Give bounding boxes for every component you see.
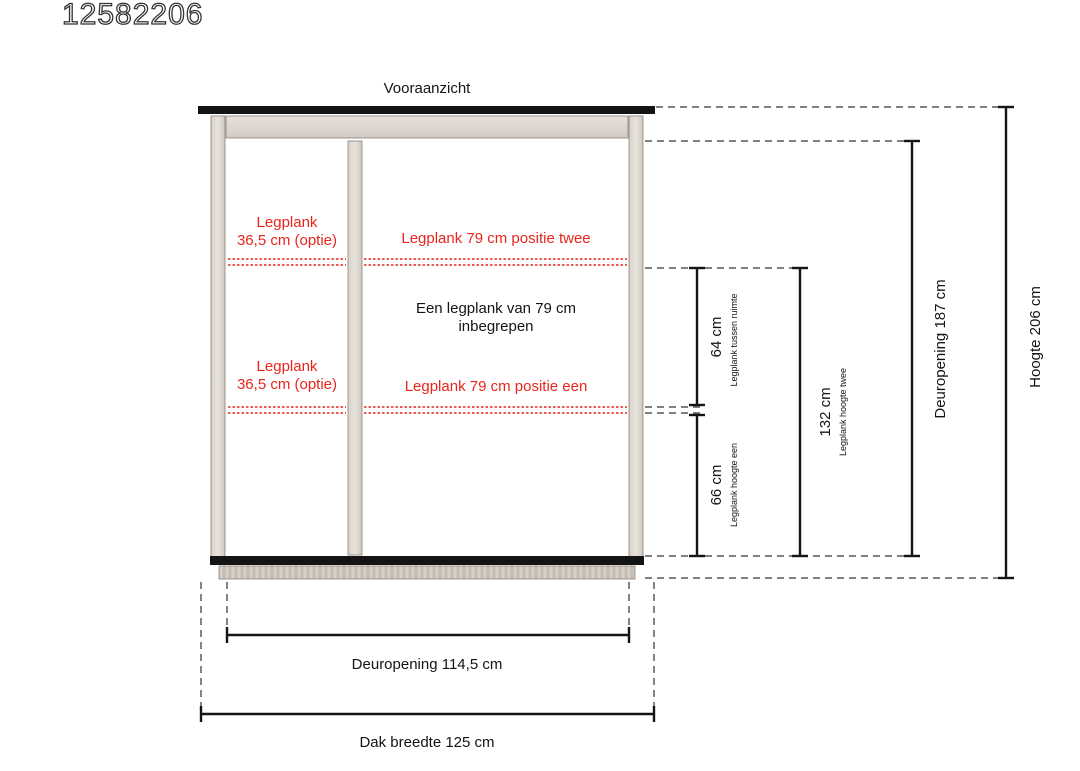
view-title: Vooraanzicht — [383, 80, 471, 97]
dim-66-sublabel: Legplank hoogte een — [729, 442, 739, 528]
dim-64-value: 64 cm — [708, 316, 725, 358]
left-post — [211, 116, 225, 557]
dimension-lines — [201, 107, 1014, 722]
cabinet-frame — [198, 106, 655, 579]
dim-64-sublabel: Legplank tussen ruimte — [729, 293, 739, 387]
dim-66-value: 66 cm — [708, 464, 725, 506]
dim-total-height-label: Hoogte 206 cm — [1027, 286, 1044, 388]
shelf-option-top-label-1: Legplank — [256, 214, 318, 231]
dim-132-value: 132 cm — [817, 387, 834, 437]
shelf-position-one-label: Legplank 79 cm positie een — [404, 378, 588, 395]
roof-beam — [198, 106, 655, 114]
shelf-position-two-label: Legplank 79 cm positie twee — [401, 230, 591, 247]
floor-beam — [210, 556, 644, 565]
top-rail — [226, 116, 628, 138]
included-note-line-2: inbegrepen — [458, 318, 534, 335]
shelf-option-bottom-label-1: Legplank — [256, 358, 318, 375]
plinth — [219, 566, 635, 579]
dim-132-sublabel: Legplank hoogte twee — [838, 367, 848, 457]
shelf-option-top-label-2: 36,5 cm (optie) — [236, 232, 338, 249]
shelf-option-bottom-label-2: 36,5 cm (optie) — [236, 376, 338, 393]
dim-roof-width-label: Dak breedte 125 cm — [359, 734, 495, 751]
right-post — [629, 116, 643, 557]
product-code: 12582206 — [62, 0, 204, 31]
dim-door-height-label: Deuropening 187 cm — [932, 279, 949, 419]
included-note-line-1: Een legplank van 79 cm — [415, 300, 577, 317]
center-divider — [348, 141, 362, 555]
dim-door-width-label: Deuropening 114,5 cm — [351, 656, 503, 673]
